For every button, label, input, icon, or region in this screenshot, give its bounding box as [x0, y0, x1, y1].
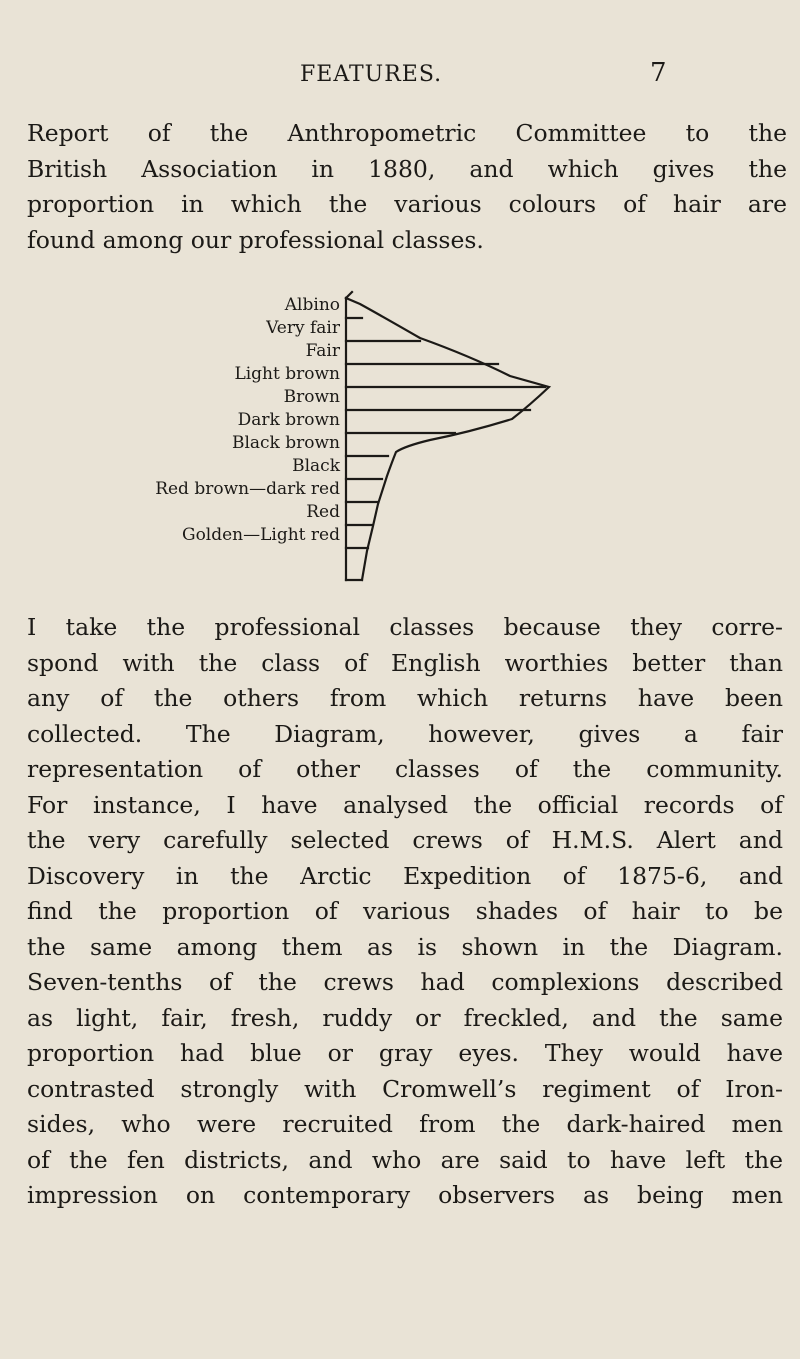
- text-line: proportion had blue or gray eyes. They would have: [27, 1039, 783, 1067]
- text-line: British Association in 1880, and which gives the: [27, 154, 787, 183]
- diagram-label: Red brown—dark red: [155, 479, 340, 499]
- intro-paragraph: [27, 116, 787, 258]
- diagram-label: Brown: [283, 387, 340, 407]
- text-line: of the fen districts, and who are said to have left the: [27, 1145, 783, 1174]
- diagram-label: Black: [292, 456, 340, 476]
- text-line: as light, fair, fresh, ruddy or freckled, and the same: [27, 1003, 783, 1032]
- text-line: For instance, I have analysed the official records of: [27, 790, 783, 819]
- text-line: contrasted strongly with Cromwell’s regiment of Iron-: [27, 1074, 783, 1103]
- text-line: collected. The Diagram, however, gives a fair: [27, 719, 783, 748]
- text-line: impression on contemporary observers as being men: [27, 1181, 783, 1209]
- diagram-label: Albino: [284, 295, 340, 315]
- body-paragraph: [27, 610, 783, 1214]
- diagram-label: Very fair: [266, 318, 340, 338]
- running-head: FEATURES.: [300, 62, 443, 87]
- text-line: find the proportion of various shades of hair to be: [27, 897, 783, 925]
- diagram-label: Light brown: [234, 364, 340, 384]
- text-line: spond with the class of English worthies better than: [27, 648, 783, 677]
- text-line: sides, who were recruited from the dark-haired men: [27, 1110, 783, 1138]
- text-line: Discovery in the Arctic Expedition of 1875-6, and: [27, 861, 783, 890]
- text-line: found among our professional classes.: [27, 225, 484, 254]
- text-line: the very carefully selected crews of H.M.S. Alert and: [27, 826, 783, 854]
- text-line: I take the professional classes because they corre-: [27, 613, 783, 641]
- text-line: the same among them as is shown in the Diagram.: [27, 932, 783, 961]
- page-number: 7: [650, 58, 667, 88]
- text-line: Report of the Anthropometric Committee to the: [27, 119, 787, 147]
- diagram-label: Red: [306, 502, 340, 522]
- text-line: any of the others from which returns have been: [27, 684, 783, 712]
- text-line: Seven-tenths of the crews had complexions described: [27, 968, 783, 996]
- text-line: proportion in which the various colours of hair are: [27, 190, 787, 218]
- diagram-label: Black brown: [231, 433, 340, 453]
- text-line: representation of other classes of the community.: [27, 755, 783, 783]
- diagram-label: Dark brown: [237, 410, 340, 430]
- hair-colour-diagram: [0, 280, 800, 600]
- diagram-label: Fair: [305, 341, 340, 361]
- diagram-label: Golden—Light red: [181, 525, 340, 545]
- diagram-tick: [346, 292, 352, 298]
- diagram-outline: [0, 280, 800, 600]
